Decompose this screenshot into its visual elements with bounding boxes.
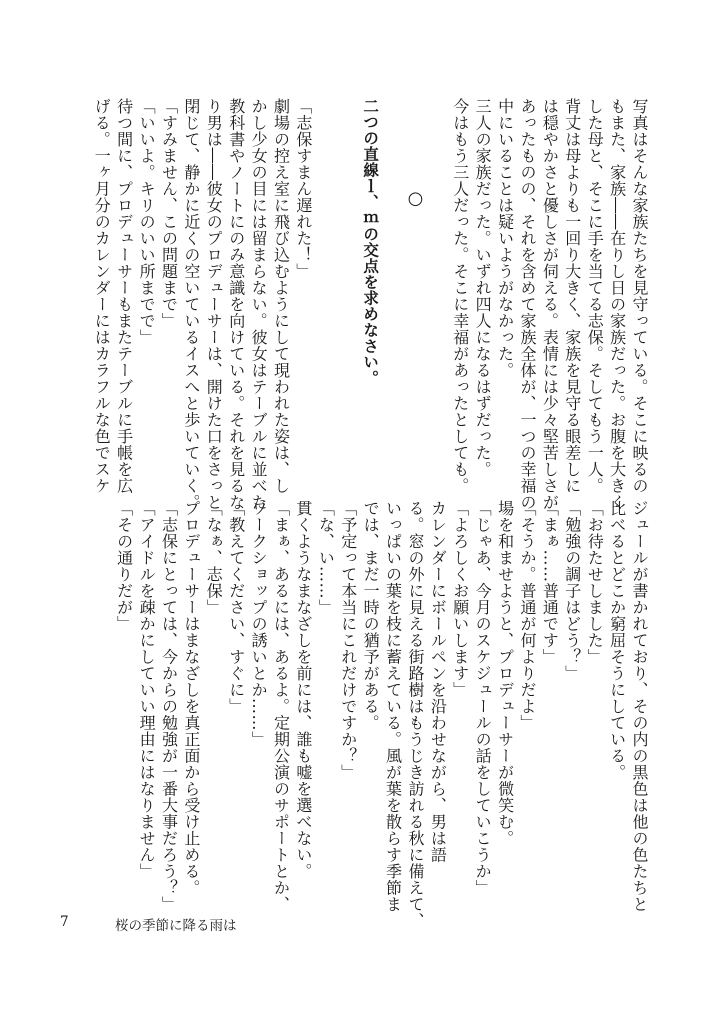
- text-line: あったものの、それを含めて家族全体が、一つの幸福の: [517, 98, 537, 511]
- blank-line: [426, 98, 448, 468]
- text-line: もまた、家族――在りし日の家族だった。お腹を大きく: [607, 98, 627, 511]
- text-line: 劇場の控え室に飛び込むようにして現われた姿は、し: [271, 98, 291, 494]
- text-line: 今はもう三人だった。そこに幸福があったとしても。: [450, 98, 470, 494]
- blank-line: [381, 98, 403, 468]
- text-line: ジュールが書かれており、その内の黒色は他の色たちと: [630, 500, 649, 913]
- blank-line: [336, 98, 358, 468]
- text-line: げる。一ヶ月分のカレンダーにはカラフルな色でスケ: [92, 98, 112, 494]
- text-line: 比べるとどこか窮屈そうにしている。: [607, 500, 627, 781]
- text-line: ワークショップの誘いとか……」: [249, 500, 269, 748]
- text-line: 「まぁ……普通です」: [540, 500, 560, 665]
- text-line: 「その通りだが」: [114, 500, 134, 632]
- page-number: 7: [60, 914, 69, 930]
- text-line: 「お待たせしました」: [585, 500, 605, 665]
- text-line: では、まだ一時の猶予がある。: [361, 500, 381, 731]
- text-line: 中にいることは疑いようがなかった。: [495, 98, 515, 379]
- text-line: 三人の家族だった。いずれ四人になるはずだった。: [473, 98, 493, 478]
- text-line: 「そうか。普通が何よりだよ」: [517, 500, 537, 731]
- text-line: 「よろしくお願いします」: [450, 500, 470, 698]
- text-line: り男は――彼女のプロデューサーは、開けた口をさっと: [204, 98, 224, 511]
- text-line: 待つ間に、プロデューサーもまたテーブルに手帳を広: [114, 98, 134, 494]
- text-line: 「まぁ、あるには、あるよ。定期公演のサポートとか、: [271, 500, 291, 913]
- blank-line: [314, 98, 336, 468]
- text-line: 場を和ませようと、プロデューサーが微笑む。: [495, 500, 515, 847]
- section-break-circle: ○: [404, 188, 426, 210]
- text-line: いっぱいの葉を枝に蓄えている。風が葉を散らす季節ま: [383, 500, 403, 913]
- text-line: 「志保すまん遅れた！」: [293, 98, 313, 280]
- text-line: 「なぁ、志保」: [204, 500, 224, 616]
- text-line: 「教えてください、すぐに」: [226, 500, 246, 715]
- text-line: 「勉強の調子はどう？」: [562, 500, 582, 682]
- text-line: 「志保にとっては、今からの勉強が一番大事だろう？」: [159, 500, 179, 913]
- upper-text-block: [58, 98, 650, 511]
- book-title: 桜の季節に降る雨は: [115, 918, 237, 934]
- text-line: カレンダーにボールペンを沿わせながら、男は語: [428, 500, 448, 863]
- text-line: 「いいよ。キリのいい所までで」: [137, 98, 157, 346]
- text-line: 貫くようなまなざしを前には、誰も嘘を選べない。: [293, 500, 313, 880]
- text-line: 教科書やノートにのみ意識を向けている。それを見るな: [226, 98, 246, 511]
- text-line: 「アイドルを疎かにしていい理由にはなりません」: [137, 500, 157, 880]
- text-line: 「予定って本当にこれだけですか？」: [338, 500, 358, 781]
- text-line: した母と、そこに手を当てる志保。そしてもう一人。: [585, 98, 605, 494]
- text-line: る。窓の外に見える街路樹はもうじき訪れる秋に備えて、: [405, 500, 425, 929]
- text-line: 背丈は母よりも一回り大きく、家族を見守る眼差しに: [562, 98, 582, 494]
- text-line: プロデューサーはまなざしを真正面から受け止める。: [181, 500, 201, 896]
- text-line: 写真はそんな家族たちを見守っている。そこに映るの: [630, 98, 649, 494]
- text-line: 「な、い……」: [316, 500, 336, 616]
- text-line: 閉じて、静かに近くの空いているイスへと歩いていく。: [181, 98, 201, 511]
- text-line: 「じゃあ、今月のスケジュールの話をしていこうか」: [473, 500, 493, 896]
- section-heading: 二つの直線ｌ、ｍの交点を求めなさい。: [361, 98, 380, 386]
- text-line: かし少女の目には留まらない。彼女はテーブルに並べた: [249, 98, 269, 511]
- text-line: 「すみません、この問題まで」: [159, 98, 179, 329]
- text-line: は穏やかさと優しさが伺える。表情には少々堅苦しさが: [540, 98, 560, 511]
